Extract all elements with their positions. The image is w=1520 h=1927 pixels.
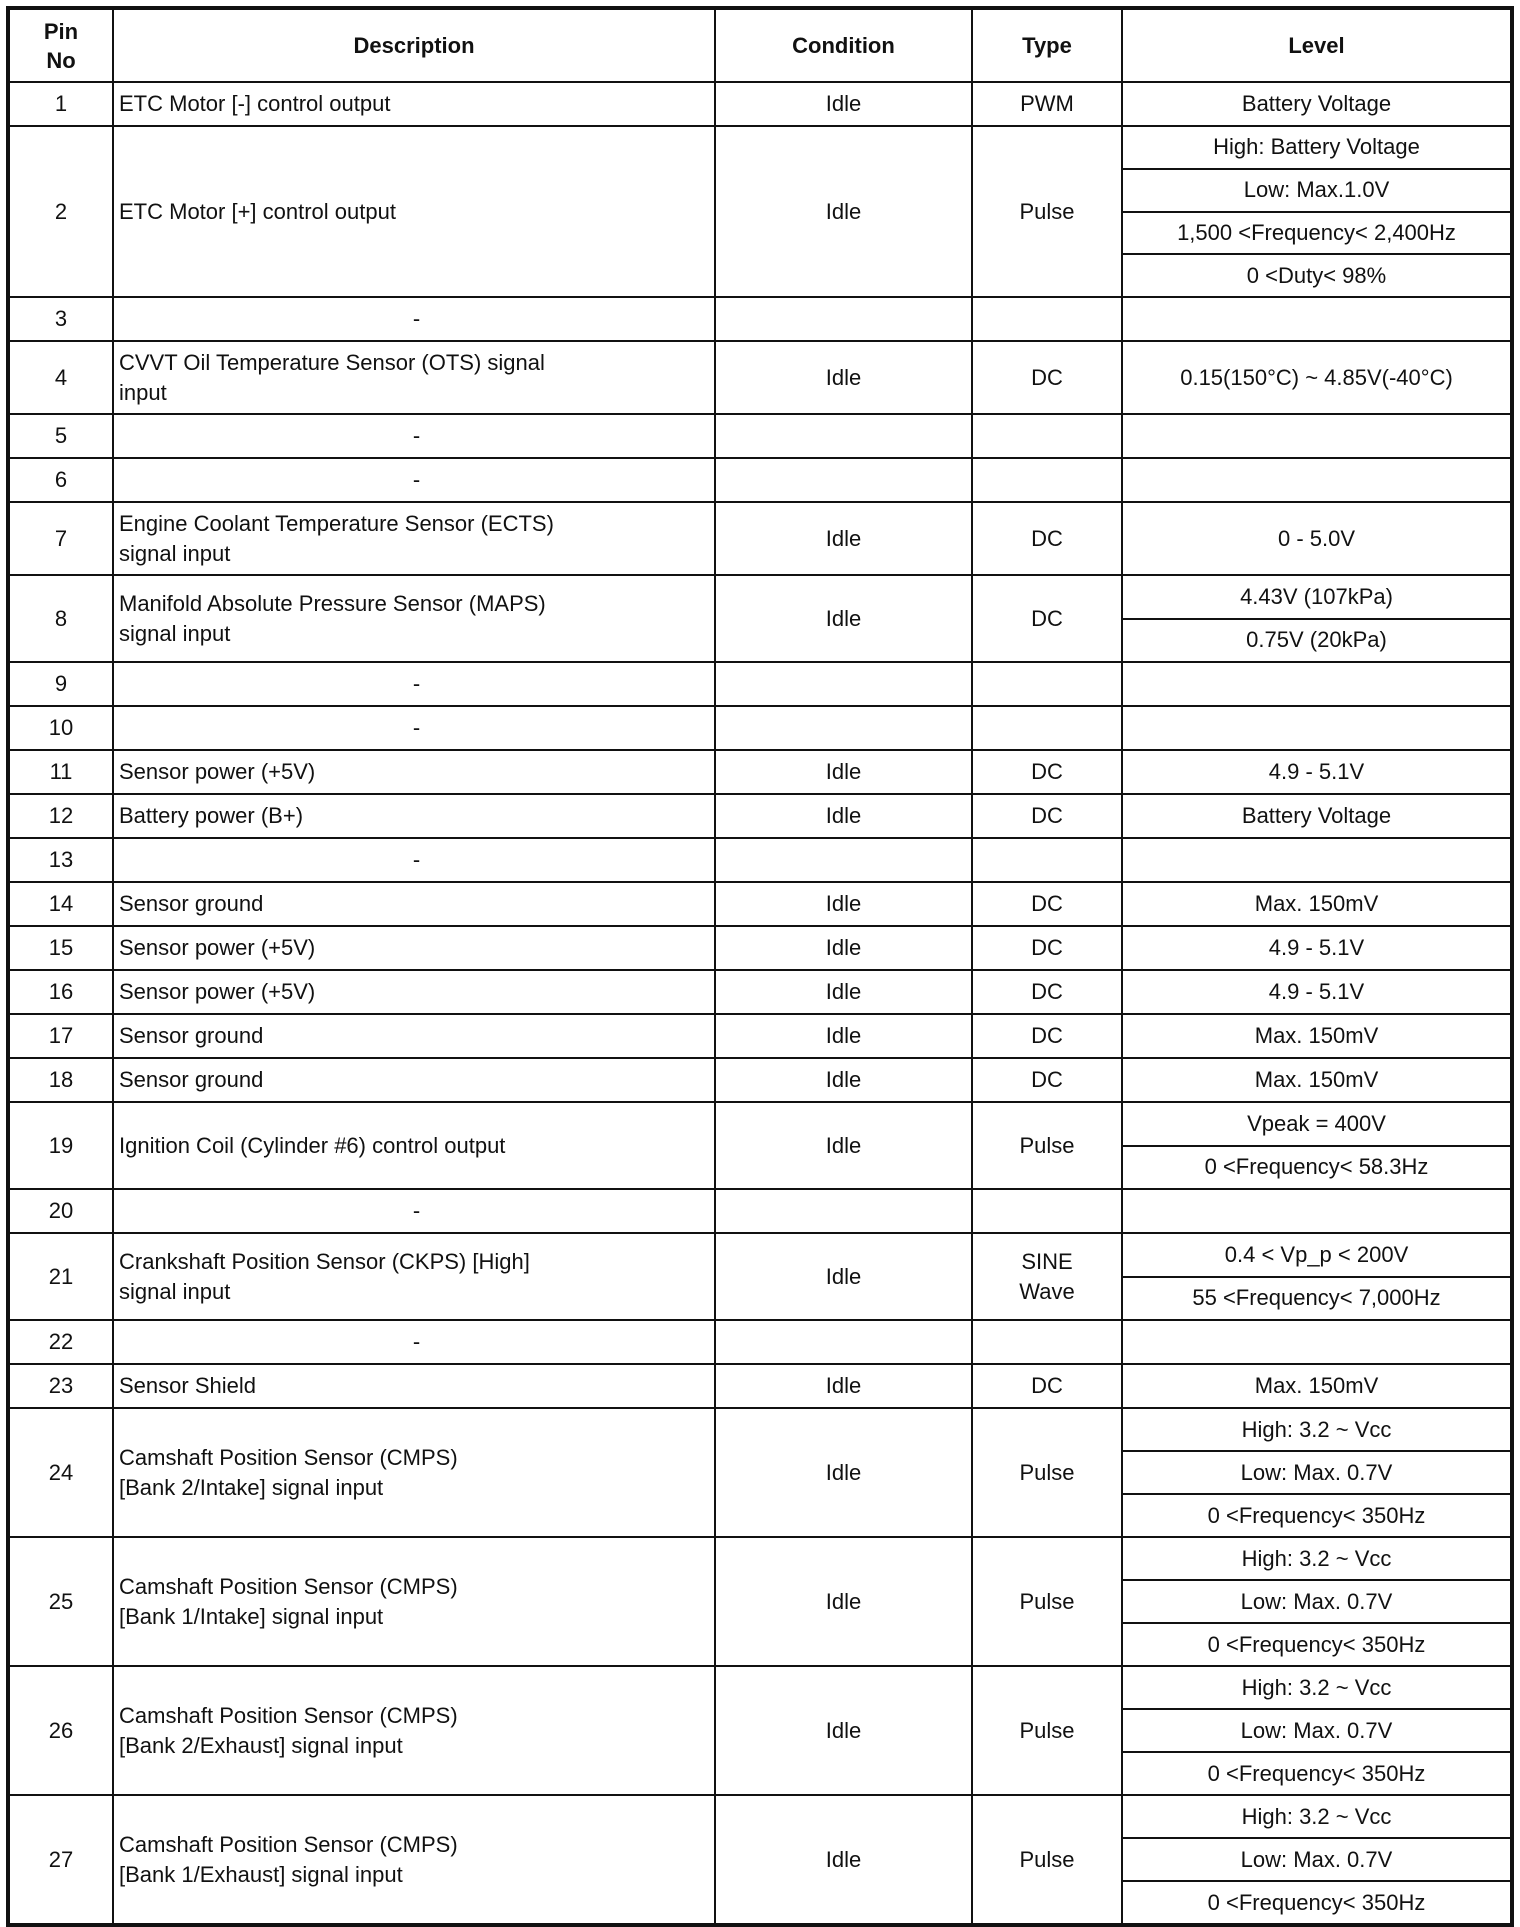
pin-type (971, 1321, 1121, 1363)
pin-condition: Idle (714, 127, 971, 296)
table-row (10, 1363, 1510, 1407)
pin-levels (1121, 1190, 1510, 1232)
table-row (10, 296, 1510, 340)
table-row (10, 501, 1510, 574)
pin-condition: Idle (714, 503, 971, 574)
pin-number: 3 (54, 306, 68, 331)
pin-description: - (112, 459, 714, 501)
table-row (10, 1319, 1510, 1363)
table-row (10, 1232, 1510, 1319)
pin-condition (714, 1190, 971, 1232)
pin-condition: Idle (714, 1365, 971, 1407)
pin-condition (714, 839, 971, 881)
header-condition: Condition (714, 10, 971, 81)
pin-description: Sensor power (+5V) (112, 751, 714, 793)
level-value (1123, 707, 1510, 749)
pin-number: 1 (54, 91, 68, 116)
level-value: High: 3.2 ~ Vcc (1241, 1803, 1392, 1829)
pin-number: 21 (48, 1263, 74, 1289)
table-row (10, 661, 1510, 705)
pin-condition: Idle (714, 795, 971, 837)
level-value: 0 <Duty< 98% (1123, 253, 1510, 296)
level-value: Low: Max. 0.7V (1123, 1708, 1510, 1751)
pin-condition (714, 1321, 971, 1363)
pin-number: 18 (48, 1067, 74, 1092)
pin-description: Sensor ground (112, 883, 714, 925)
pin-description: Battery power (B+) (112, 795, 714, 837)
pin-type: Pulse (971, 1796, 1121, 1923)
level-value: 4.9 - 5.1V (1268, 759, 1365, 784)
pin-type: DC (971, 883, 1121, 925)
table-row (10, 125, 1510, 296)
table-row (10, 1665, 1510, 1794)
pin-condition: Idle (714, 1059, 971, 1101)
pin-number: 5 (54, 423, 68, 448)
table-row (10, 81, 1510, 125)
table-row (10, 1536, 1510, 1665)
pin-condition: Idle (714, 1234, 971, 1319)
pin-description: Sensor ground (112, 1059, 714, 1101)
pin-table (6, 6, 1514, 1927)
pin-number: 20 (48, 1198, 74, 1223)
pin-levels (1121, 1059, 1510, 1101)
pin-number: 2 (54, 198, 68, 224)
pin-number: 26 (48, 1717, 74, 1743)
table-row (10, 1407, 1510, 1536)
level-value: 1,500 <Frequency< 2,400Hz (1123, 211, 1510, 254)
pin-type (971, 663, 1121, 705)
table-header-row (10, 10, 1510, 81)
pin-levels (1121, 883, 1510, 925)
pin-levels (1121, 1667, 1510, 1794)
level-value: 0 <Frequency< 350Hz (1123, 1493, 1510, 1536)
pin-number: 10 (48, 715, 74, 740)
table-row (10, 1013, 1510, 1057)
level-value (1123, 415, 1510, 457)
pin-levels (1121, 927, 1510, 969)
pin-description: Camshaft Position Sensor (CMPS) [Bank 1/Intake] signal input (112, 1538, 714, 1665)
pin-description: Ignition Coil (Cylinder #6) control output (112, 1103, 714, 1188)
table-row (10, 1188, 1510, 1232)
pin-levels (1121, 298, 1510, 340)
pin-number: 11 (49, 759, 73, 784)
pin-number: 9 (54, 671, 68, 696)
pin-number: 4 (54, 364, 68, 390)
pin-number: 12 (48, 803, 74, 828)
pin-condition: Idle (714, 883, 971, 925)
pin-condition (714, 415, 971, 457)
level-value: 0 <Frequency< 350Hz (1123, 1751, 1510, 1794)
level-value: Battery Voltage (1241, 803, 1392, 828)
pin-number: 16 (48, 979, 74, 1004)
pin-levels (1121, 503, 1510, 574)
pin-levels (1121, 576, 1510, 661)
level-value (1123, 663, 1510, 705)
pin-type (971, 459, 1121, 501)
pin-condition: Idle (714, 1538, 971, 1665)
pin-number: 24 (48, 1459, 74, 1485)
pin-description: Sensor ground (112, 1015, 714, 1057)
pin-number: 27 (48, 1846, 74, 1872)
pin-levels (1121, 1015, 1510, 1057)
pin-type (971, 415, 1121, 457)
pin-levels (1121, 342, 1510, 413)
pin-condition: Idle (714, 1796, 971, 1923)
level-value: 0.75V (20kPa) (1123, 618, 1510, 662)
level-value: Max. 150mV (1254, 1067, 1379, 1092)
pin-number: 13 (48, 847, 74, 872)
table-row (10, 1057, 1510, 1101)
pin-number: 8 (54, 605, 68, 631)
pin-description: Sensor Shield (112, 1365, 714, 1407)
pin-condition (714, 707, 971, 749)
table-row (10, 413, 1510, 457)
pin-number: 25 (48, 1588, 74, 1614)
level-value: 0 <Frequency< 350Hz (1123, 1622, 1510, 1665)
level-value: Battery Voltage (1241, 91, 1392, 116)
level-value (1123, 1190, 1510, 1232)
pin-condition (714, 298, 971, 340)
pin-type: SINE Wave (971, 1234, 1121, 1319)
pin-levels (1121, 1234, 1510, 1319)
table-row (10, 1101, 1510, 1188)
pin-levels (1121, 1103, 1510, 1188)
pin-condition: Idle (714, 1667, 971, 1794)
pin-number: 22 (48, 1329, 74, 1354)
pin-type: DC (971, 971, 1121, 1013)
pin-type: DC (971, 576, 1121, 661)
pin-condition: Idle (714, 927, 971, 969)
pin-type: Pulse (971, 1538, 1121, 1665)
table-row (10, 969, 1510, 1013)
pin-condition: Idle (714, 1409, 971, 1536)
pin-type: DC (971, 751, 1121, 793)
header-level: Level (1121, 10, 1510, 81)
pin-levels (1121, 751, 1510, 793)
pin-levels (1121, 795, 1510, 837)
pin-levels (1121, 1538, 1510, 1665)
pin-type (971, 1190, 1121, 1232)
pin-condition: Idle (714, 342, 971, 413)
pin-condition (714, 459, 971, 501)
pin-description: - (112, 1190, 714, 1232)
pin-description: ETC Motor [+] control output (112, 127, 714, 296)
pin-type: DC (971, 927, 1121, 969)
pin-description: - (112, 415, 714, 457)
pin-number: 19 (48, 1132, 74, 1158)
table-row (10, 925, 1510, 969)
pin-description: Camshaft Position Sensor (CMPS) [Bank 2/Exhaust] signal input (112, 1667, 714, 1794)
pin-type: Pulse (971, 127, 1121, 296)
pin-condition: Idle (714, 751, 971, 793)
pin-description: Camshaft Position Sensor (CMPS) [Bank 1/Exhaust] signal input (112, 1796, 714, 1923)
pin-description: Manifold Absolute Pressure Sensor (MAPS) signal input (112, 576, 714, 661)
level-value: Max. 150mV (1254, 891, 1379, 916)
pin-type: DC (971, 503, 1121, 574)
level-value: Low: Max.1.0V (1123, 168, 1510, 211)
pin-levels (1121, 415, 1510, 457)
level-value: Low: Max. 0.7V (1123, 1837, 1510, 1880)
pin-number: 15 (48, 935, 74, 960)
pin-type: DC (971, 1059, 1121, 1101)
level-value: 0.15(150°C) ~ 4.85V(-40°C) (1180, 364, 1453, 390)
pin-condition (714, 663, 971, 705)
pin-description: Camshaft Position Sensor (CMPS) [Bank 2/Intake] signal input (112, 1409, 714, 1536)
level-value: Low: Max. 0.7V (1123, 1579, 1510, 1622)
level-value (1123, 459, 1510, 501)
pin-type: DC (971, 795, 1121, 837)
pin-levels (1121, 1365, 1510, 1407)
header-pin-no: Pin No (43, 18, 79, 73)
pin-condition: Idle (714, 971, 971, 1013)
level-value: High: 3.2 ~ Vcc (1241, 1416, 1392, 1442)
pin-type: Pulse (971, 1667, 1121, 1794)
pin-levels (1121, 83, 1510, 125)
pin-levels (1121, 839, 1510, 881)
pin-type (971, 707, 1121, 749)
pin-condition: Idle (714, 1015, 971, 1057)
pin-levels (1121, 1409, 1510, 1536)
table-row (10, 793, 1510, 837)
header-description: Description (112, 10, 714, 81)
level-value: 55 <Frequency< 7,000Hz (1123, 1276, 1510, 1320)
table-row (10, 340, 1510, 413)
level-value (1123, 298, 1510, 340)
pin-type: DC (971, 1365, 1121, 1407)
header-type: Type (971, 10, 1121, 81)
pin-levels (1121, 663, 1510, 705)
pin-number: 23 (48, 1373, 74, 1398)
pin-description: ETC Motor [-] control output (112, 83, 714, 125)
level-value: 0.4 < Vp_p < 200V (1224, 1241, 1409, 1267)
table-row (10, 457, 1510, 501)
pin-type: DC (971, 342, 1121, 413)
table-row (10, 749, 1510, 793)
pin-description: Crankshaft Position Sensor (CKPS) [High] signal input (112, 1234, 714, 1319)
pin-type: Pulse (971, 1409, 1121, 1536)
table-row (10, 705, 1510, 749)
level-value: Low: Max. 0.7V (1123, 1450, 1510, 1493)
pin-description: - (112, 839, 714, 881)
level-value: 0 - 5.0V (1277, 525, 1356, 551)
pin-type: Pulse (971, 1103, 1121, 1188)
pin-type: DC (971, 1015, 1121, 1057)
table-row (10, 837, 1510, 881)
level-value (1123, 839, 1510, 881)
level-value: High: Battery Voltage (1213, 134, 1420, 160)
level-value (1123, 1321, 1510, 1363)
pin-number: 6 (54, 467, 68, 492)
table-body (10, 81, 1510, 1923)
pin-type (971, 839, 1121, 881)
pin-description: - (112, 707, 714, 749)
table-row (10, 881, 1510, 925)
pin-levels (1121, 127, 1510, 296)
pin-levels (1121, 971, 1510, 1013)
pin-description: - (112, 298, 714, 340)
pin-condition: Idle (714, 83, 971, 125)
pin-description: CVVT Oil Temperature Sensor (OTS) signal input (112, 342, 714, 413)
pin-levels (1121, 1321, 1510, 1363)
pin-description: Sensor power (+5V) (112, 927, 714, 969)
level-value: Vpeak = 400V (1247, 1110, 1386, 1136)
pin-description: - (112, 663, 714, 705)
level-value: High: 3.2 ~ Vcc (1241, 1674, 1392, 1700)
pin-description: Sensor power (+5V) (112, 971, 714, 1013)
level-value: 0 <Frequency< 58.3Hz (1123, 1145, 1510, 1189)
pin-levels (1121, 459, 1510, 501)
pin-type (971, 298, 1121, 340)
level-value: High: 3.2 ~ Vcc (1241, 1545, 1392, 1571)
pin-number: 14 (48, 891, 74, 916)
level-value: 4.9 - 5.1V (1268, 979, 1365, 1004)
pin-levels (1121, 1796, 1510, 1923)
pin-description: - (112, 1321, 714, 1363)
pin-number: 17 (48, 1023, 74, 1048)
table-row (10, 1794, 1510, 1923)
pin-description: Engine Coolant Temperature Sensor (ECTS) signal input (112, 503, 714, 574)
level-value: Max. 150mV (1254, 1373, 1379, 1398)
pin-number: 7 (54, 525, 68, 551)
level-value: 4.43V (107kPa) (1240, 583, 1393, 609)
pin-condition: Idle (714, 576, 971, 661)
level-value: 0 <Frequency< 350Hz (1123, 1880, 1510, 1923)
level-value: 4.9 - 5.1V (1268, 935, 1365, 960)
pin-condition: Idle (714, 1103, 971, 1188)
pin-type: PWM (971, 83, 1121, 125)
level-value: Max. 150mV (1254, 1023, 1379, 1048)
pin-levels (1121, 707, 1510, 749)
table-row (10, 574, 1510, 661)
